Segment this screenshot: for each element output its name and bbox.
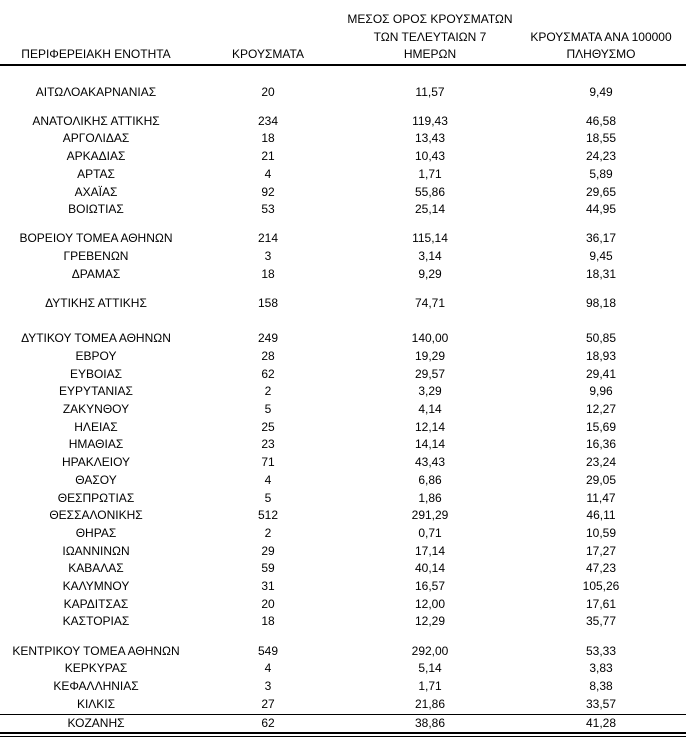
cases-cell: 2 — [264, 384, 272, 399]
table-row — [0, 230, 686, 248]
table-row — [0, 295, 686, 313]
cases-cell: 5 — [264, 402, 272, 417]
table-row — [0, 678, 686, 696]
group-spacer — [0, 101, 686, 113]
per100k-cell: 11,47 — [586, 490, 616, 505]
per100k-cell: 24,23 — [585, 149, 617, 164]
table-row — [0, 84, 686, 102]
region-cell: ΚΑΡΔΙΤΣΑΣ — [63, 596, 129, 611]
cases-cell: 18 — [261, 131, 275, 146]
table-row — [0, 525, 686, 543]
region-cell: ΘΗΡΑΣ — [75, 525, 117, 540]
region-cell: ΑΡΓΟΛΙΔΑΣ — [62, 131, 130, 146]
cases-cell: 18 — [261, 614, 275, 629]
avg7-cell: 11,57 — [415, 84, 445, 99]
avg7-cell: 140,00 — [411, 331, 449, 346]
region-cell: ΚΕΦΑΛΛΗΝΙΑΣ — [53, 679, 139, 694]
table-row — [0, 613, 686, 631]
avg7-cell: 40,14 — [414, 561, 446, 576]
cases-cell: 4 — [264, 661, 272, 676]
per100k-cell: 16,36 — [585, 437, 617, 452]
avg7-cell: 291,29 — [411, 508, 449, 523]
cases-cell: 71 — [261, 455, 275, 470]
group-spacer — [0, 313, 686, 331]
col-header-avg7 — [344, 0, 516, 65]
avg7-cell: 55,86 — [414, 184, 446, 199]
region-cell: ΒΟΙΩΤΙΑΣ — [68, 202, 124, 217]
table-header-row — [0, 0, 686, 65]
per100k-cell: 46,58 — [585, 113, 617, 128]
table-row — [0, 578, 686, 596]
cases-cell: 62 — [261, 366, 275, 381]
avg7-cell: 3,29 — [418, 384, 442, 399]
table-row — [0, 348, 686, 366]
per100k-cell: 18,31 — [585, 266, 617, 281]
table-row — [0, 184, 686, 202]
table-row — [0, 419, 686, 437]
cases-cell: 2 — [264, 525, 272, 540]
region-cell: ΒΟΡΕΙΟΥ ΤΟΜΕΑ ΑΘΗΝΩΝ — [19, 231, 173, 246]
cases-cell: 5 — [264, 490, 272, 505]
table-row — [0, 401, 686, 419]
group-spacer — [0, 631, 686, 643]
col-header-avg7-line1: ΜΕΣΟΣ ΟΡΟΣ ΚΡΟΥΣΜΑΤΩΝ — [347, 12, 513, 26]
table-row — [0, 383, 686, 401]
avg7-cell: 3,14 — [418, 249, 442, 264]
table-row — [0, 696, 686, 714]
region-cell: ΑΡΤΑΣ — [77, 166, 115, 181]
cases-cell: 27 — [261, 696, 275, 711]
table-row — [0, 148, 686, 166]
per100k-cell: 44,95 — [585, 202, 617, 217]
col-header-per100k — [516, 0, 686, 65]
region-cell: ΕΒΡΟΥ — [75, 348, 117, 363]
per100k-cell: 9,45 — [589, 249, 613, 264]
table-row — [0, 714, 686, 732]
per100k-cell: 33,57 — [585, 696, 617, 711]
per100k-cell: 18,93 — [585, 348, 617, 363]
per100k-cell: 29,65 — [585, 184, 617, 199]
cases-cell: 20 — [261, 596, 275, 611]
avg7-cell: 6,86 — [418, 472, 442, 487]
region-cell: ΗΡΑΚΛΕΙΟΥ — [61, 455, 131, 470]
per100k-cell: 29,41 — [585, 366, 617, 381]
col-header-avg7-line3: ΗΜΕΡΩΝ — [403, 47, 457, 61]
table-row — [0, 543, 686, 561]
avg7-cell: 12,14 — [414, 419, 446, 434]
cases-cell: 18 — [261, 266, 275, 281]
table-row — [0, 248, 686, 266]
per100k-cell: 36,17 — [585, 231, 617, 246]
per100k-cell: 41,28 — [516, 714, 686, 732]
avg7-cell: 14,14 — [414, 437, 446, 452]
table-row — [0, 201, 686, 219]
avg7-cell: 38,86 — [344, 714, 516, 732]
region-cell: ΚΑΒΑΛΑΣ — [68, 561, 124, 576]
avg7-cell: 21,86 — [414, 696, 446, 711]
avg7-cell: 292,00 — [411, 643, 449, 658]
header-gap-spacer — [0, 65, 686, 84]
region-cell: ΚΟΖΑΝΗΣ — [0, 714, 192, 732]
region-cell: ΖΑΚΥΝΘΟΥ — [62, 402, 130, 417]
avg7-cell: 1,71 — [418, 166, 442, 181]
per100k-cell: 17,27 — [585, 543, 617, 558]
avg7-cell: 29,57 — [414, 366, 446, 381]
per100k-cell: 46,11 — [586, 508, 616, 523]
table-row — [0, 113, 686, 131]
per100k-cell: 50,85 — [585, 331, 617, 346]
table-row — [0, 596, 686, 614]
region-cell: ΕΥΡΥΤΑΝΙΑΣ — [59, 384, 133, 399]
region-cell: ΑΙΤΩΛΟΑΚΑΡΝΑΝΙΑΣ — [35, 84, 157, 99]
avg7-cell: 0,71 — [418, 525, 442, 540]
per100k-cell: 8,38 — [589, 679, 613, 694]
cases-cell: 234 — [257, 113, 279, 128]
region-cell: ΚΕΡΚΥΡΑΣ — [64, 661, 128, 676]
cases-cell: 3 — [264, 249, 272, 264]
region-cell: ΓΡΕΒΕΝΩΝ — [63, 249, 129, 264]
cases-cell: 20 — [261, 84, 275, 99]
region-cell: ΚΙΛΚΙΣ — [76, 696, 116, 711]
cases-cell: 28 — [261, 348, 275, 363]
table-bottom-double-rule — [0, 732, 686, 737]
region-cell: ΙΩΑΝΝΙΝΩΝ — [62, 543, 130, 558]
avg7-cell: 16,57 — [414, 579, 446, 594]
cases-cell: 4 — [264, 166, 272, 181]
table-row — [0, 560, 686, 578]
region-cell: ΘΕΣΣΑΛΟΝΙΚΗΣ — [49, 508, 143, 523]
region-cell: ΗΛΕΙΑΣ — [74, 419, 118, 434]
col-header-per100k-line1: ΚΡΟΥΣΜΑΤΑ ΑΝΑ 100000 — [530, 29, 672, 44]
region-cell: ΚΕΝΤΡΙΚΟΥ ΤΟΜΕΑ ΑΘΗΝΩΝ — [12, 643, 180, 658]
cases-cell: 62 — [192, 714, 344, 732]
cases-cell: 158 — [257, 296, 279, 311]
cases-cell: 53 — [261, 202, 275, 217]
table-row — [0, 436, 686, 454]
region-cell: ΘΕΣΠΡΩΤΙΑΣ — [57, 490, 135, 505]
col-header-per100k-line2: ΠΛΗΘΥΣΜΟ — [566, 47, 636, 61]
cases-cell: 249 — [257, 331, 279, 346]
avg7-cell: 119,43 — [412, 113, 448, 128]
col-header-region — [0, 0, 192, 65]
region-cell: ΗΜΑΘΙΑΣ — [68, 437, 124, 452]
avg7-cell: 43,43 — [414, 455, 446, 470]
region-cell: ΑΧΑΪΑΣ — [74, 184, 118, 199]
cases-cell: 21 — [261, 149, 275, 164]
avg7-cell: 13,43 — [414, 131, 446, 146]
avg7-cell: 74,71 — [414, 296, 446, 311]
cases-cell: 59 — [261, 561, 275, 576]
group-spacer — [0, 284, 686, 296]
per100k-cell: 15,69 — [585, 419, 617, 434]
col-header-avg7-line2: ΤΩΝ ΤΕΛΕΥΤΑΙΩΝ 7 — [373, 29, 487, 44]
region-cell: ΔΡΑΜΑΣ — [71, 266, 121, 281]
per100k-cell: 10,59 — [585, 525, 617, 540]
col-header-cases — [192, 0, 344, 65]
table-row — [0, 330, 686, 348]
per100k-cell: 29,05 — [585, 472, 617, 487]
region-cell: ΔΥΤΙΚΟΥ ΤΟΜΕΑ ΑΘΗΝΩΝ — [21, 331, 171, 346]
per100k-cell: 18,55 — [585, 131, 617, 146]
avg7-cell: 17,14 — [414, 543, 446, 558]
region-cell: ΔΥΤΙΚΗΣ ΑΤΤΙΚΗΣ — [45, 296, 147, 311]
avg7-cell: 12,00 — [414, 596, 446, 611]
per100k-cell: 9,96 — [589, 384, 613, 399]
cases-cell: 512 — [257, 508, 279, 523]
avg7-cell: 9,29 — [418, 266, 442, 281]
cases-cell: 549 — [257, 643, 279, 658]
region-cell: ΚΑΣΤΟΡΙΑΣ — [62, 614, 130, 629]
region-cell: ΕΥΒΟΙΑΣ — [69, 366, 123, 381]
per100k-cell: 53,33 — [585, 643, 617, 658]
region-cell: ΘΑΣΟΥ — [75, 472, 117, 487]
table-row — [0, 166, 686, 184]
per100k-cell: 17,61 — [585, 596, 617, 611]
region-cell: ΚΑΛΥΜΝΟΥ — [62, 579, 130, 594]
per100k-cell: 3,83 — [589, 661, 613, 676]
cases-cell: 29 — [261, 543, 275, 558]
table-row — [0, 366, 686, 384]
avg7-cell: 10,43 — [414, 149, 446, 164]
avg7-cell: 19,29 — [414, 348, 446, 363]
table-row — [0, 130, 686, 148]
avg7-cell: 12,29 — [414, 614, 446, 629]
per100k-cell: 35,77 — [585, 614, 617, 629]
region-cell: ΑΝΑΤΟΛΙΚΗΣ ΑΤΤΙΚΗΣ — [32, 113, 160, 128]
group-spacer — [0, 219, 686, 231]
table-body — [0, 65, 686, 733]
cases-cell: 92 — [261, 184, 275, 199]
per100k-cell: 23,24 — [585, 455, 617, 470]
col-header-region-label: ΠΕΡΙΦΕΡΕΙΑΚΗ ΕΝΟΤΗΤΑ — [21, 47, 171, 61]
cases-cell: 3 — [264, 679, 272, 694]
table-row — [0, 454, 686, 472]
cases-cell: 214 — [257, 231, 279, 246]
per100k-cell: 12,27 — [585, 402, 617, 417]
cases-cell: 4 — [264, 472, 272, 487]
avg7-cell: 1,86 — [418, 490, 442, 505]
avg7-cell: 5,14 — [418, 661, 442, 676]
table-row — [0, 472, 686, 490]
avg7-cell: 115,14 — [412, 231, 448, 246]
table-row — [0, 490, 686, 508]
table-row — [0, 660, 686, 678]
cases-cell: 23 — [261, 437, 275, 452]
cases-cell: 25 — [261, 419, 275, 434]
table-row — [0, 266, 686, 284]
table-row — [0, 643, 686, 661]
cases-cell: 31 — [261, 579, 275, 594]
avg7-cell: 4,14 — [418, 402, 442, 417]
table-row — [0, 507, 686, 525]
per100k-cell: 9,49 — [589, 84, 613, 99]
avg7-cell: 1,71 — [418, 679, 442, 694]
per100k-cell: 47,23 — [585, 561, 617, 576]
per100k-cell: 5,89 — [589, 166, 613, 181]
col-header-cases-label: ΚΡΟΥΣΜΑΤΑ — [232, 47, 304, 61]
per100k-cell: 105,26 — [582, 579, 620, 594]
region-cell: ΑΡΚΑΔΙΑΣ — [66, 149, 126, 164]
per100k-cell: 98,18 — [585, 296, 617, 311]
avg7-cell: 25,14 — [414, 202, 446, 217]
